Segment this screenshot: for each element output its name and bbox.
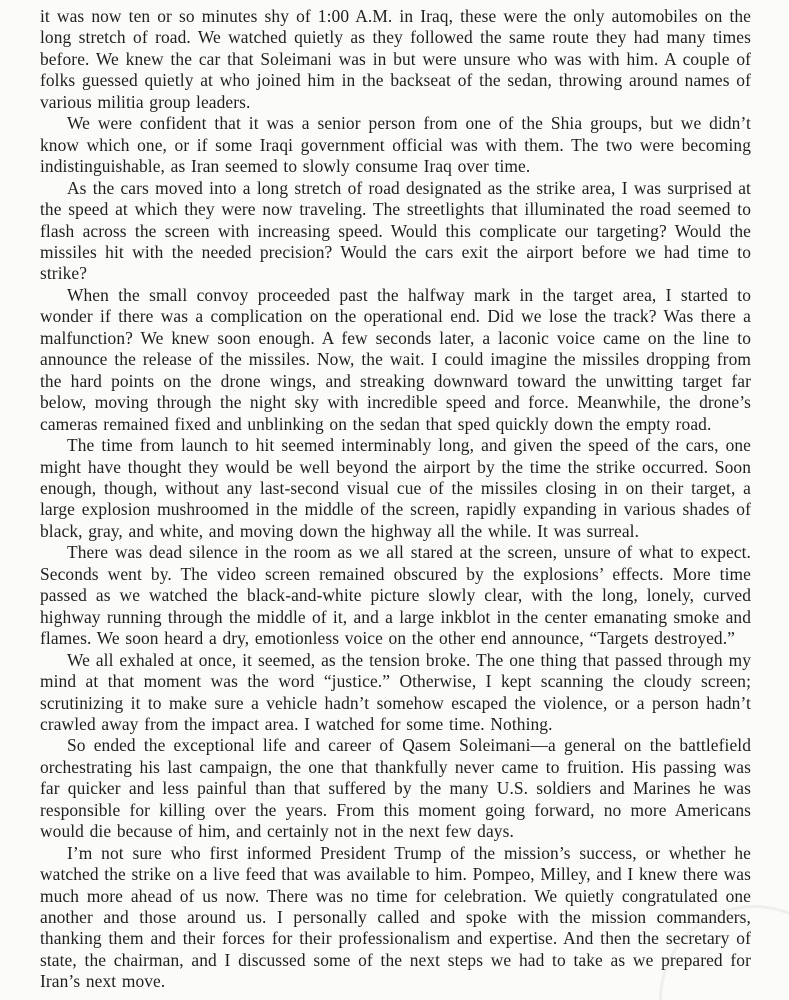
paragraph: When the small convoy proceeded past the halfway mark in the target area, I started to wonder if there was a complication on the operational end. Did we lose the track? Was there a malfunction? We knew soon enough. A few seconds later, a laconic voice came on the line to announce the release of the missiles. Now, the wait. I could imagine the missiles dropping from the hard points on the drone wings, and streaking downward toward the unwitting target far below, moving through the night sky with incredible speed and force. Meanwhile, the drone’s cameras remained fixed and unblinking on the sedan that sped quickly down the empty road.	[40, 284, 751, 434]
paragraph: We all exhaled at once, it seemed, as the tension broke. The one thing that passed through my mind at that moment was the word “justice.” Otherwise, I kept scanning the cloudy screen; scrutinizing it to make sure a vehicle hadn’t somehow escaped the violence, or a person hadn’t crawled away from the impact area. I watched for some time. Nothing.	[40, 649, 751, 734]
paragraph: it was now ten or so minutes shy of 1:00 A.M. in Iraq, these were the only automobiles on the long stretch of road. We watched quietly as they followed the same route they had many times before. We knew the car that Soleimani was in but were unsure who was with him. A couple of folks guessed quietly at who joined him in the backseat of the sedan, throwing around names of various militia group leaders.	[40, 6, 751, 112]
page-text	[40, 6, 751, 993]
paragraph: I’m not sure who first informed President Trump of the mission’s success, or whether he watched the strike on a live feed that was available to him. Pompeo, Milley, and I knew there was much more ahead of us now. There was no time for celebration. We quietly congratulated one another and those around us. I personally called and spoke with the mission commanders, thanking them and their forces for their professionalism and expertise. And then the secretary of state, the chairman, and I discussed some of the next steps we had to take as we prepared for Iran’s next move.	[40, 842, 751, 992]
paragraph: There was dead silence in the room as we all stared at the screen, unsure of what to expect. Seconds went by. The video screen remained obscured by the explosions’ effects. More time passed as we watched the black-and-white picture slowly clear, with the long, lonely, curved highway running through the middle of it, and a large inkblot in the center emanating smoke and flames. We soon heard a dry, emotionless voice on the other end announce, “Targets destroyed.”	[40, 542, 751, 649]
paragraph: The time from launch to hit seemed interminably long, and given the speed of the cars, one might have thought they would be well beyond the airport by the time the strike occurred. Soon enough, though, without any last-second visual cue of the missiles closing in on their target, a large explosion mushroomed in the middle of the screen, rapidly expanding in various shades of black, gray, and white, and moving down the highway all the while. It was surreal.	[40, 435, 751, 541]
paragraph: We were confident that it was a senior person from one of the Shia groups, but we didn’t know which one, or if some Iraqi government official was with them. The two were becoming indistinguishable, as Iran seemed to slowly consume Iraq over time.	[40, 113, 751, 177]
paragraph: So ended the exceptional life and career of Qasem Soleimani—a general on the battlefield orchestrating his last campaign, the one that thankfully never came to fruition. His passing was far quicker and less painful than that suffered by the many U.S. soldiers and Marines he was responsible for killing over the years. From this moment going forward, no more Americans would die because of him, and certainly not in the next few days.	[40, 735, 751, 842]
paragraph: As the cars moved into a long stretch of road designated as the strike area, I was surprised at the speed at which they were now traveling. The streetlights that illuminated the road seemed to flash across the screen with increasing speed. Would this complicate our targeting? Would the missiles hit with the needed precision? Would the cars exit the airport before we had time to strike?	[40, 177, 751, 284]
